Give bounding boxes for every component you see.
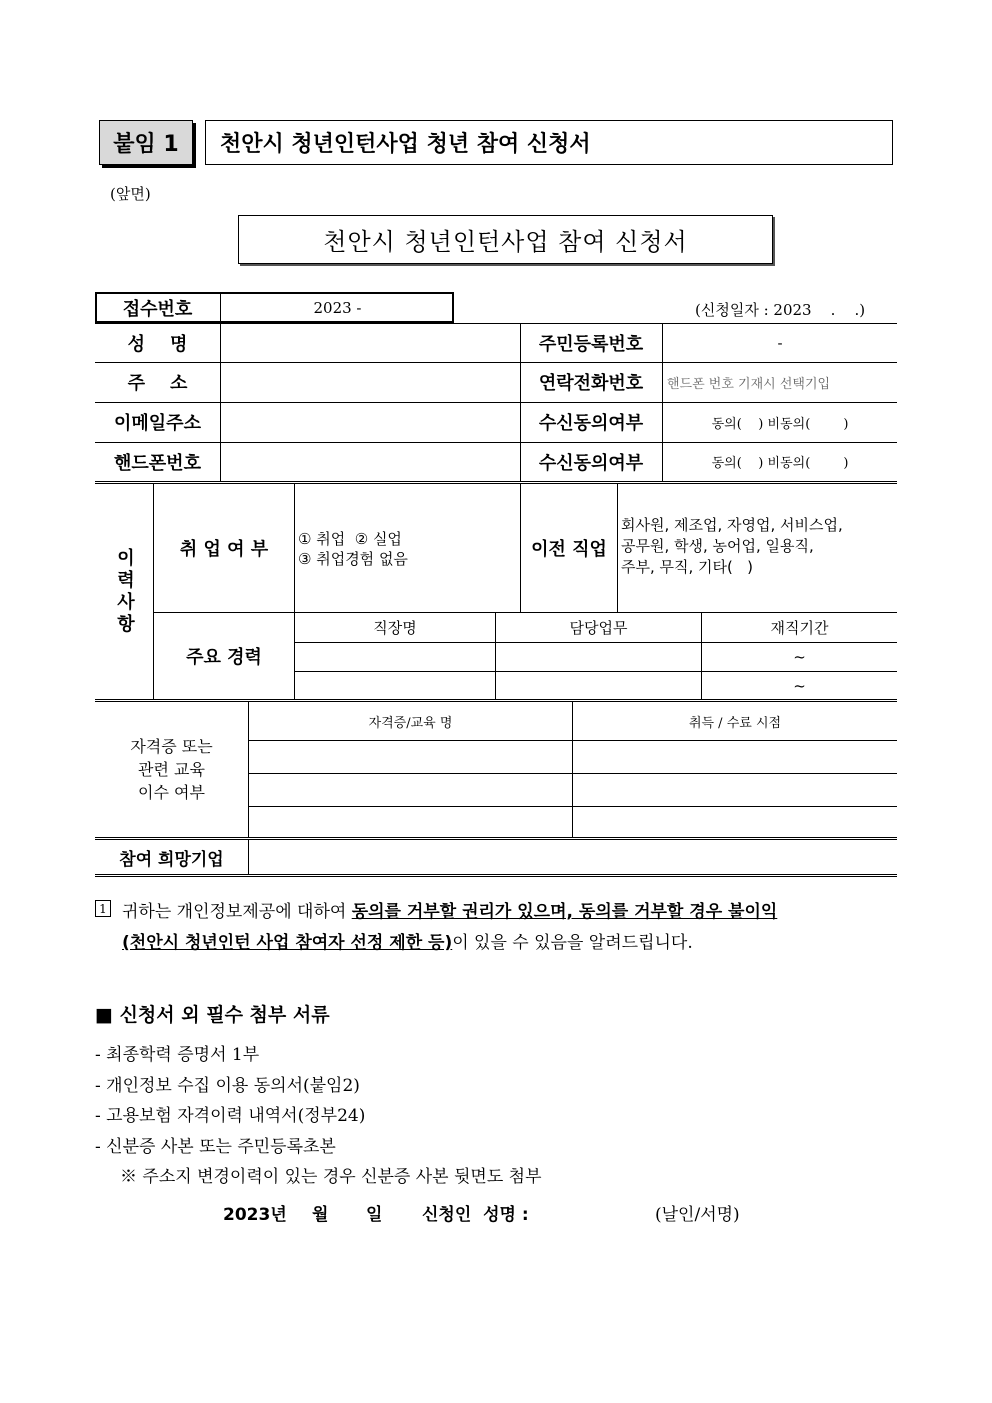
cert-name-2[interactable] (249, 774, 572, 806)
attachment-item: - 개인정보 수집 이용 동의서(붙임2) (95, 1075, 360, 1096)
history-section-label: 이력사항 (114, 548, 135, 636)
notice-text-1: 귀하는 개인정보제공에 대하여 (122, 902, 352, 922)
cert-label-line2: 관련 교육 (138, 760, 205, 779)
cert-name-1[interactable] (249, 741, 572, 773)
attachments-list (95, 1040, 542, 1193)
col-duty: 담당업무 (569, 619, 628, 637)
email-consent-label: 수신동의여부 (538, 413, 644, 434)
employment-options-line1: ① 취업 ② 실업 (298, 530, 402, 548)
notice-marker: 1 (95, 900, 111, 917)
notice-bold-2: (천안시 청년인턴 사업 참여자 선정 제한 등) (122, 933, 453, 953)
employment-status-label: 취 업 여 부 (179, 539, 269, 560)
attachment-item: - 고용보험 자격이력 내역서(정부24) (95, 1106, 366, 1126)
cert-date-2[interactable] (573, 774, 897, 806)
resident-id-label: 주민등록번호 (538, 333, 644, 355)
address-label: 주 소 (127, 373, 188, 394)
front-side-label: (앞면) (110, 185, 151, 203)
previous-job-label: 이전 직업 (531, 539, 607, 560)
career-period-2[interactable]: ~ (793, 676, 806, 695)
col-cert-date: 취득 / 수료 시점 (688, 715, 782, 731)
col-period: 재직기간 (770, 619, 829, 637)
career-workplace-2[interactable] (295, 672, 495, 699)
col-workplace: 직장명 (373, 619, 417, 637)
receipt-number-value[interactable]: 2023 - (313, 298, 362, 317)
applicant-name-label: 신청인 성명 : (422, 1205, 529, 1225)
notice-text-2: 이 있을 수 있음을 알려드립니다. (452, 933, 693, 953)
attachments-heading: ■ 신청서 외 필수 첨부 서류 (95, 1004, 330, 1026)
signature-year: 2023년 (223, 1205, 287, 1225)
sms-consent-label: 수신동의여부 (538, 452, 644, 474)
cert-date-3[interactable] (573, 807, 897, 837)
attachment-badge: 붙임 1 (99, 120, 193, 165)
signature-month[interactable]: 월 (312, 1205, 329, 1225)
career-label: 주요 경력 (186, 647, 262, 668)
mobile-field[interactable] (221, 442, 520, 481)
attachment-item: - 최종학력 증명서 1부 (95, 1045, 260, 1065)
email-consent-options[interactable]: 동의( ) 비동의( ) (711, 416, 849, 432)
career-duty-1[interactable] (496, 643, 701, 671)
cert-name-3[interactable] (249, 807, 572, 837)
previous-job-options[interactable] (621, 515, 843, 578)
notice-bold-1: 동의를 거부할 권리가 있으며, 동의를 거부할 경우 불이익 (351, 902, 778, 922)
sms-consent-options[interactable]: 동의( ) 비동의( ) (711, 456, 849, 471)
cert-label-line3: 이수 여부 (138, 783, 205, 802)
employment-status-options[interactable] (298, 529, 408, 569)
prev-job-line3: 주부, 무직, 기타( ) (621, 558, 754, 576)
attachment-item: - 신분증 사본 또는 주민등록초본 (95, 1136, 336, 1157)
attachment-note: ※ 주소지 변경이력이 있는 경우 신분증 사본 뒷면도 첨부 (120, 1167, 542, 1187)
cert-label-line1: 자격증 또는 (130, 737, 213, 756)
signature-day[interactable]: 일 (366, 1205, 383, 1225)
career-workplace-1[interactable] (295, 643, 495, 671)
email-field[interactable] (221, 402, 520, 442)
preferred-company-field[interactable] (249, 840, 897, 874)
document-title: 천안시 청년인턴사업 청년 참여 신청서 (205, 120, 893, 165)
resident-id-field[interactable]: - (777, 333, 783, 352)
preferred-company-label: 참여 희망기업 (119, 849, 224, 870)
privacy-notice (122, 897, 892, 959)
prev-job-line1: 회사원, 제조업, 자영업, 서비스업, (621, 516, 843, 534)
seal-label[interactable]: (날인/서명) (655, 1205, 740, 1225)
career-duty-2[interactable] (496, 672, 701, 699)
email-label: 이메일주소 (114, 413, 201, 434)
address-field[interactable] (221, 362, 520, 402)
name-field[interactable] (221, 323, 520, 362)
form-title: 천안시 청년인턴사업 참여 신청서 (238, 215, 773, 264)
application-date[interactable]: (신청일자 : 2023 . .) (695, 301, 866, 319)
certification-label (95, 735, 248, 804)
cert-date-1[interactable] (573, 741, 897, 773)
mobile-label: 핸드폰번호 (114, 452, 201, 474)
name-label: 성 명 (127, 333, 188, 355)
employment-options-line2: ③ 취업경험 없음 (298, 550, 408, 568)
receipt-number-label: 접수번호 (122, 298, 193, 320)
contact-field[interactable]: 핸드폰 번호 기재시 선택기입 (667, 376, 831, 392)
prev-job-line2: 공무원, 학생, 농어업, 일용직, (621, 537, 814, 555)
col-cert-name: 자격증/교육 명 (368, 715, 453, 731)
contact-label: 연락전화번호 (538, 373, 644, 394)
career-period-1[interactable]: ~ (793, 648, 806, 666)
